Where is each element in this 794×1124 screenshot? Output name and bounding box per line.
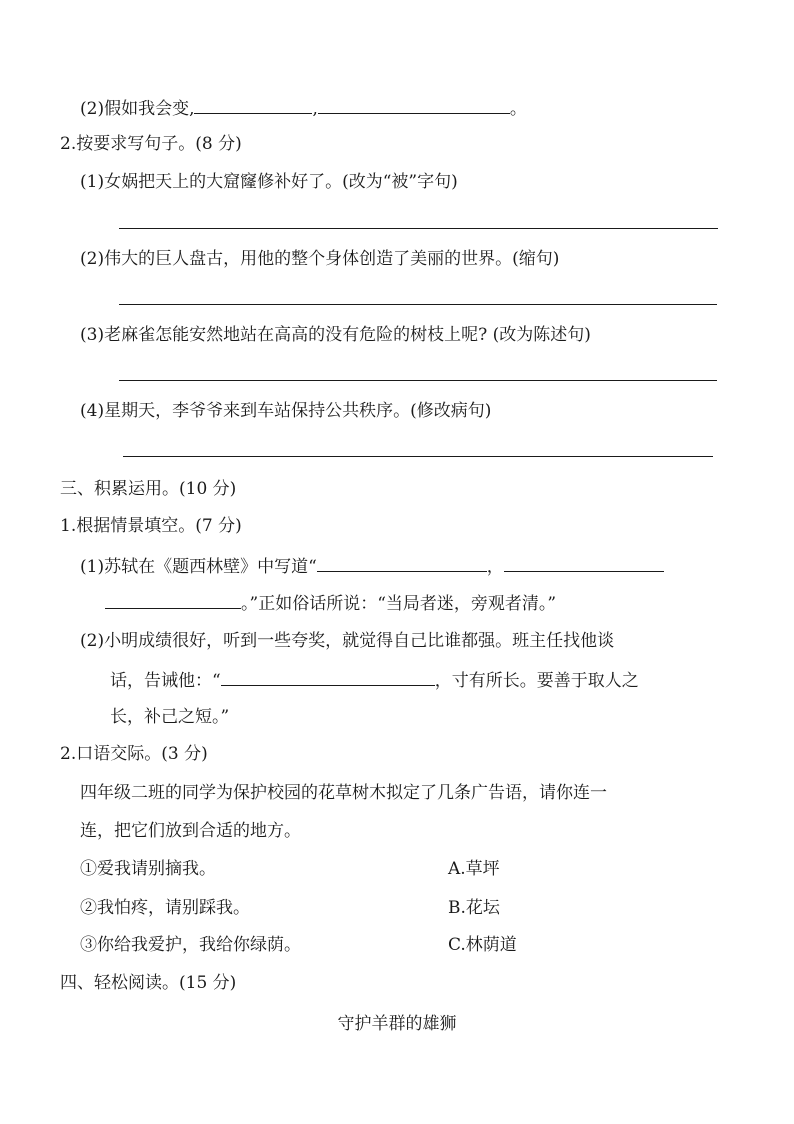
sentence-task-3: (3)老麻雀怎能安然地站在高高的没有危险的树枝上呢? (改为陈述句) <box>80 325 591 345</box>
place-item[interactable]: A.草坪 <box>448 859 500 879</box>
sentence-task-2: (2)伟大的巨人盘古，用他的整个身体创造了美丽的世界。(缩句) <box>80 249 560 269</box>
place-item[interactable]: C.林荫道 <box>448 935 517 955</box>
item-text: (2)假如我会变, <box>80 99 195 119</box>
answer-blank[interactable] <box>221 667 435 686</box>
section-heading: 四、轻松阅读。(15 分) <box>60 973 237 993</box>
fill-item-poem <box>80 553 664 577</box>
fill-item-scenario-cont <box>110 667 639 691</box>
separator: , <box>312 99 318 119</box>
answer-blank[interactable] <box>105 590 241 609</box>
answer-blank[interactable] <box>194 95 312 114</box>
item-text: ，寸有所长。要善于取人之 <box>434 671 639 691</box>
answer-blank[interactable] <box>318 95 510 114</box>
answer-line[interactable] <box>119 228 718 229</box>
section-heading: 三、积累运用。(10 分) <box>60 479 237 499</box>
question-desc: 连，把它们放到合适的地方。 <box>80 821 301 841</box>
item-end: 。 <box>509 99 527 119</box>
fill-item-poem-cont <box>105 590 556 614</box>
sentence-task-4: (4)星期天，李爷爷来到车站保持公共秩序。(修改病句) <box>80 401 492 421</box>
question-heading: 2.按要求写句子。(8 分) <box>60 134 242 154</box>
slogan-item[interactable]: ②我怕疼，请别踩我。 <box>80 898 250 918</box>
item-text: 。”正如俗话所说：“当局者迷，旁观者清。” <box>241 594 557 614</box>
passage-title: 守护羊群的雄狮 <box>337 1014 457 1034</box>
fill-item-scenario-end: 长，补己之短。” <box>110 707 230 727</box>
answer-line[interactable] <box>119 380 717 381</box>
slogan-item[interactable]: ③你给我爱护，我给你绿荫。 <box>80 935 301 955</box>
q-item-imagine <box>80 95 527 119</box>
question-heading: 2.口语交际。(3 分) <box>60 744 208 764</box>
question-heading: 1.根据情景填空。(7 分) <box>60 516 242 536</box>
sentence-task-1: (1)女娲把天上的大窟窿修补好了。(改为“被”字句) <box>80 172 458 192</box>
answer-line[interactable] <box>119 304 717 305</box>
answer-blank[interactable] <box>504 553 664 572</box>
slogan-item[interactable]: ①爱我请别摘我。 <box>80 859 216 879</box>
fill-item-scenario: (2)小明成绩很好，听到一些夸奖，就觉得自己比谁都强。班主任找他谈 <box>80 631 615 651</box>
answer-line[interactable] <box>123 456 713 457</box>
separator: ， <box>486 557 504 577</box>
answer-blank[interactable] <box>317 553 487 572</box>
item-text: 话，告诫他：“ <box>110 671 221 691</box>
question-desc: 四年级二班的同学为保护校园的花草树木拟定了几条广告语，请你连一 <box>80 783 607 803</box>
item-text: (1)苏轼在《题西林壁》中写道“ <box>80 557 317 577</box>
place-item[interactable]: B.花坛 <box>448 898 500 918</box>
